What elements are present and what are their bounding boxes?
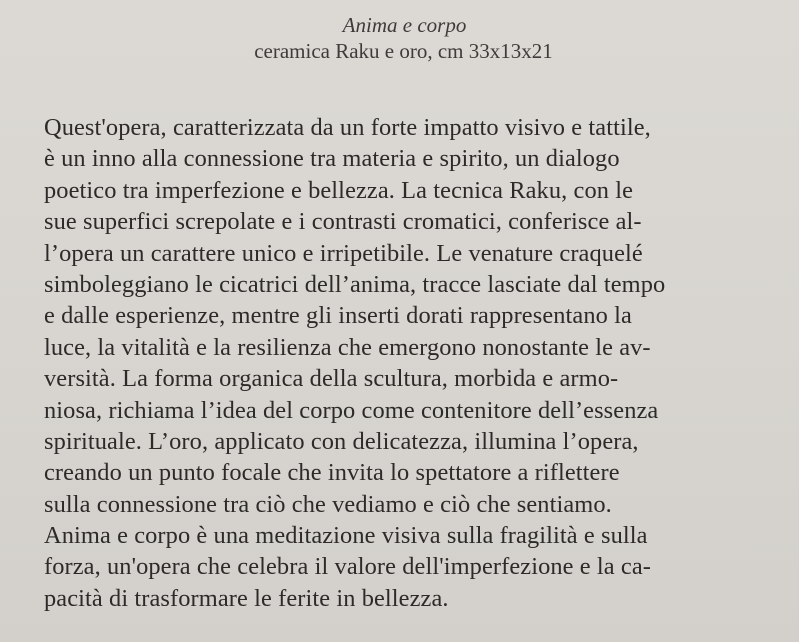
artwork-caption [0, 12, 799, 64]
paragraph-line: spirituale. L’oro, applicato con delicatezza, illumina l’opera, [44, 427, 639, 455]
paragraph-line: forza, un'opera che celebra il valore dell'imperfezione e la ca- [44, 553, 651, 581]
paragraph-line: niosa, richiama l’idea del corpo come contenitore dell’essenza [44, 396, 659, 424]
paragraph-line: poetico tra imperfezione e bellezza. La tecnica Raku, con le [44, 176, 634, 204]
paragraph-line: sulla connessione tra ciò che vediamo e ciò che sentiamo. [44, 490, 612, 518]
paragraph-line: sue superfici screpolate e i contrasti cromatici, conferisce al- [44, 208, 642, 236]
paragraph-line: Anima e corpo è una meditazione visiva sulla fragilità e sulla [44, 522, 648, 550]
artwork-subtitle: ceramica Raku e oro, cm 33x13x21 [254, 39, 553, 63]
paragraph-line: è un inno alla connessione tra materia e spirito, un dialogo [44, 145, 620, 173]
artwork-title: Anima e corpo [342, 13, 467, 37]
paragraph-line: luce, la vitalità e la resilienza che emergono nonostante le av- [44, 333, 651, 361]
paragraph-line: e dalle esperienze, mentre gli inserti dorati rappresentano la [44, 302, 632, 330]
paragraph-line: pacità di trasformare le ferite in bellezza. [44, 584, 449, 612]
paragraph-line: Quest'opera, caratterizzata da un forte impatto visivo e tattile, [44, 114, 651, 141]
paragraph-line: creando un punto focale che invita lo spettatore a riflettere [44, 459, 620, 487]
paragraph-line: versità. La forma organica della scultura, morbida e armo- [44, 365, 619, 393]
description-paragraph [44, 112, 764, 614]
paragraph-line: simboleggiano le cicatrici dell’anima, tracce lasciate dal tempo [44, 270, 666, 298]
paragraph-line: l’opera un carattere unico e irripetibile. Le venature craquelé [44, 239, 643, 267]
